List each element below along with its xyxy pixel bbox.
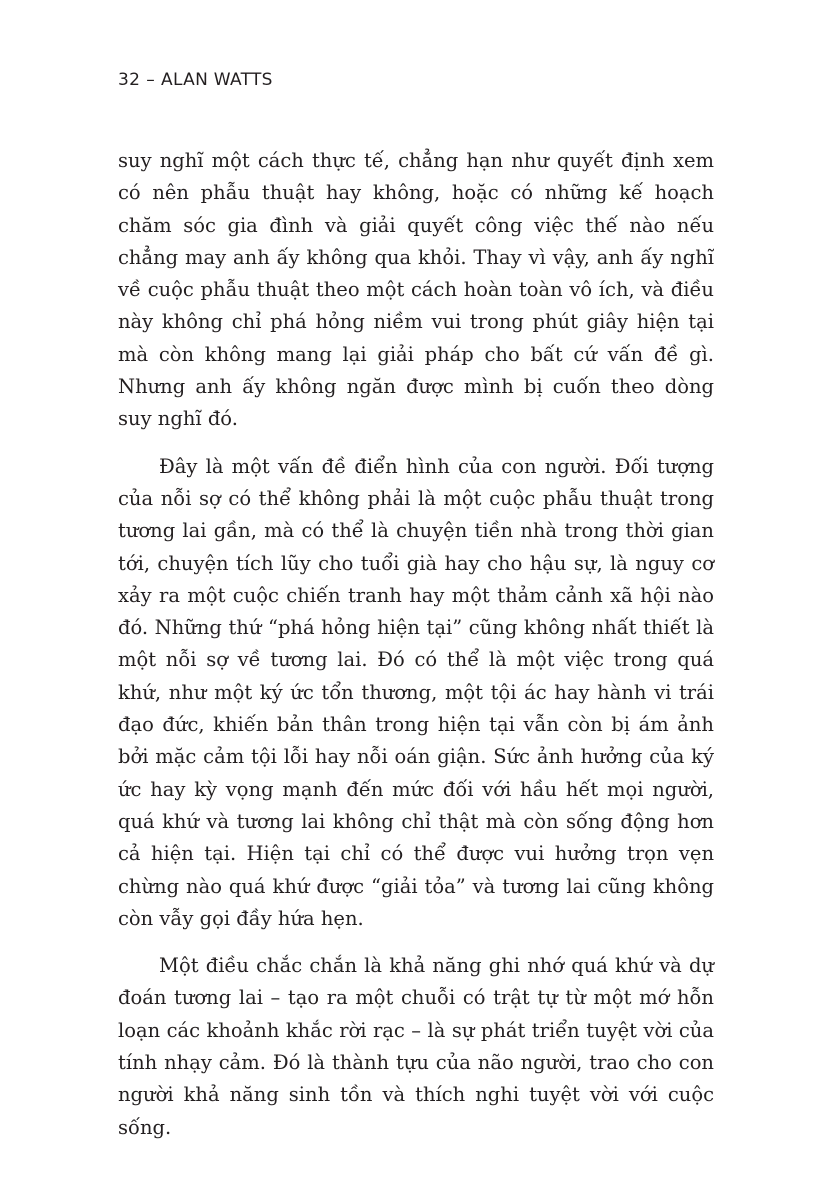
paragraph: Một điều chắc chắn là khả năng ghi nhớ quá khứ và dự đoán tương lai – tạo ra một chuỗi có trật tự từ một mớ hỗn loạn các khoảnh khắc rời rạc – là sự phát triển tuyệt vời của tính nhạy cảm. Đó là thành tựu của não người, trao cho con người khả năng sinh tồn và thích nghi tuyệt vời với cuộc sống. xyxy=(118,954,714,1139)
paragraph-continued: suy nghĩ một cách thực tế, chẳng hạn như quyết định xem có nên phẫu thuật hay không, hoặc có những kế hoạch chăm sóc gia đình và giải quyết công việc thế nào nếu chẳng may anh ấy không qua khỏi. Thay vì vậy, anh ấy nghĩ về cuộc phẫu thuật theo một cách hoàn toàn vô ích, và điều này không chỉ phá hỏng niềm vui trong phút giây hiện tại mà còn không mang lại giải pháp cho bất cứ vấn đề gì. Nhưng anh ấy không ngăn được mình bị cuốn theo dòng suy nghĩ đó. xyxy=(118,149,714,431)
paragraph: Đây là một vấn đề điển hình của con người. Đối tượng của nỗi sợ có thể không phải là một cuộc phẫu thuật trong tương lai gần, mà có thể là chuyện tiền nhà trong thời gian tới, chuyện tích lũy cho tuổi già hay cho hậu sự, là nguy cơ xảy ra một cuộc chiến tranh hay một thảm cảnh xã hội nào đó. Những thứ “phá hỏng hiện tại” cũng không nhất thiết là một nỗi sợ về tương lai. Đó có thể là một việc trong quá khứ, như một ký ức tổn thương, một tội ác hay hành vi trái đạo đức, khiến bản thân trong hiện tại vẫn còn bị ám ảnh bởi mặc cảm tội lỗi hay nỗi oán giận. Sức ảnh hưởng của ký ức hay kỳ vọng mạnh đến mức đối với hầu hết mọi người, quá khứ và tương lai không chỉ thật mà còn sống động hơn cả hiện tại. Hiện tại chỉ có thể được vui hưởng trọn vẹn chừng nào quá khứ được “giải tỏa” và tương lai cũng không còn vẫy gọi đầy hứa hẹn. xyxy=(118,454,714,930)
header-separator: – xyxy=(146,70,156,90)
running-header xyxy=(118,70,273,90)
page-number: 32 xyxy=(118,70,141,90)
author-name: ALAN WATTS xyxy=(161,70,273,90)
body-text xyxy=(118,145,714,1144)
